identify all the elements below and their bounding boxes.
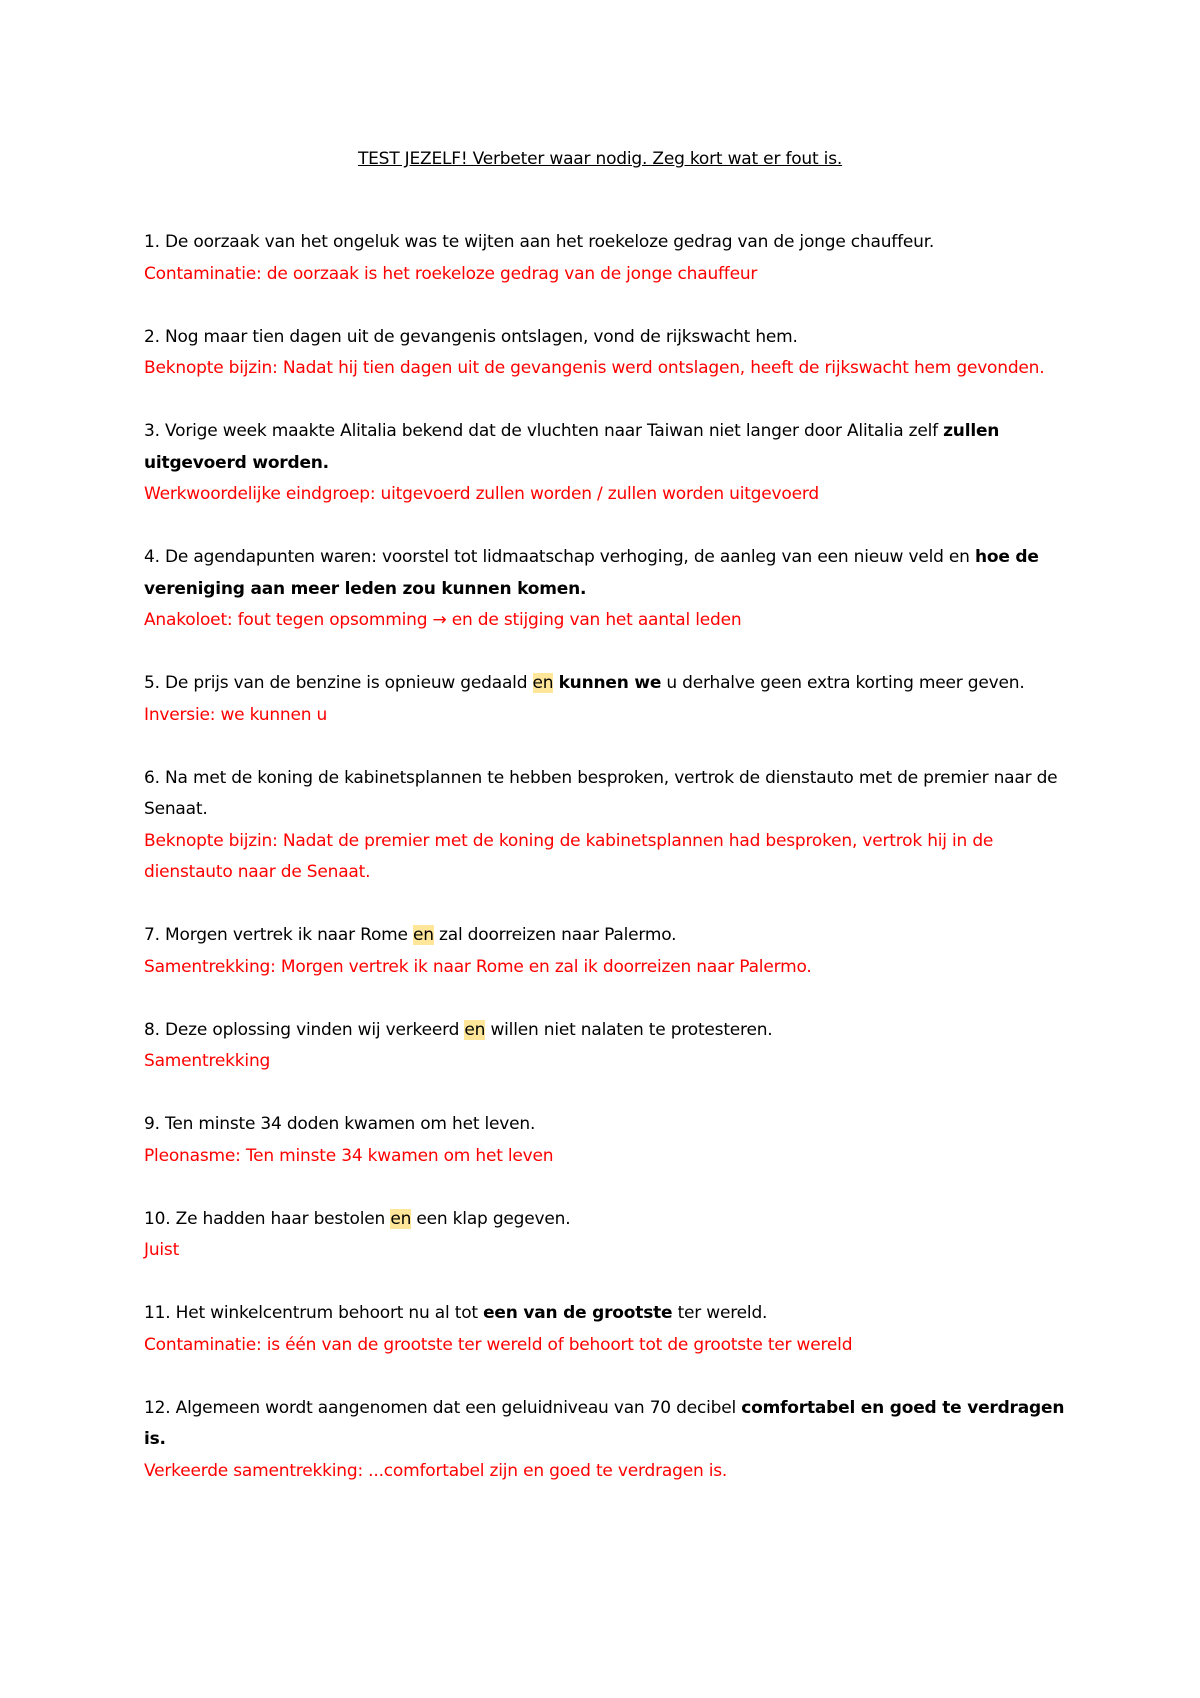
question-text: De oorzaak van het ongeluk was te wijten aan het roekeloze gedrag van de jonge chauffeur. xyxy=(159,232,935,252)
bold-fragment: comfortabel en goed te verdragen is. xyxy=(144,1397,1065,1449)
exercise-item xyxy=(144,1298,1084,1361)
exercise-question xyxy=(144,416,1084,479)
question-text: De agendapunten waren: voorstel tot lidmaatschap verhoging, de aanleg van een nieuw veld en xyxy=(159,547,975,567)
highlighted-word: en xyxy=(390,1208,412,1229)
exercise-item xyxy=(144,227,1084,290)
exercise-answer: Samentrekking xyxy=(144,1051,271,1071)
exercise-number: 8. xyxy=(144,1019,160,1040)
exercise-answer: Verkeerde samentrekking: ...comfortabel zijn en goed te verdragen is. xyxy=(144,1460,728,1481)
question-text: Het winkelcentrum behoort nu al tot xyxy=(170,1303,484,1323)
exercise-answer: Anakoloet: fout tegen opsomming → en de stijging van het aantal leden xyxy=(144,610,742,630)
exercise-answer: Juist xyxy=(144,1240,180,1260)
bold-fragment: een van de grootste xyxy=(483,1303,673,1323)
exercise-answer: Pleonasme: Ten minste 34 kwamen om het leven xyxy=(144,1145,554,1166)
question-text: u derhalve geen extra korting meer geven. xyxy=(661,673,1025,693)
highlighted-word: en xyxy=(464,1019,486,1040)
exercise-number: 7. xyxy=(144,925,160,945)
exercise-answer: Contaminatie: de oorzaak is het roekeloze gedrag van de jonge chauffeur xyxy=(144,263,758,284)
exercise-list xyxy=(144,227,1084,1519)
bold-fragment: hoe de vereniging aan meer leden zou kunnen komen. xyxy=(144,547,1039,599)
highlighted-word: en xyxy=(412,925,434,945)
exercise-number: 2. xyxy=(144,326,160,347)
exercise-item xyxy=(144,1109,1084,1172)
exercise-answer: Contaminatie: is één van de grootste ter wereld of behoort tot de grootste ter wereld xyxy=(144,1334,853,1355)
exercise-question xyxy=(144,1393,1084,1456)
question-text: ter wereld. xyxy=(672,1303,768,1323)
exercise-item xyxy=(144,1204,1084,1267)
exercise-question xyxy=(144,763,1084,826)
exercise-item xyxy=(144,1393,1084,1488)
exercise-number: 6. xyxy=(144,767,160,788)
exercise-number: 9. xyxy=(144,1114,160,1134)
exercise-number: 10. xyxy=(144,1208,171,1229)
question-text: Vorige week maakte Alitalia bekend dat de vluchten naar Taiwan niet langer door Alitalia zelf xyxy=(159,421,944,441)
exercise-question xyxy=(144,1109,1084,1141)
highlighted-word: en xyxy=(532,673,554,693)
exercise-answer: Inversie: we kunnen u xyxy=(144,704,328,725)
exercise-number: 12. xyxy=(144,1397,171,1418)
exercise-answer: Beknopte bijzin: Nadat de premier met de koning de kabinetsplannen had besproken, vertrok hij in de dienstauto naar de Senaat. xyxy=(144,830,994,882)
question-text: willen niet nalaten te protesteren. xyxy=(485,1019,773,1040)
exercise-question xyxy=(144,322,1084,354)
question-text: Morgen vertrek ik naar Rome xyxy=(159,925,413,945)
exercise-question xyxy=(144,542,1084,605)
exercise-number: 5. xyxy=(144,673,160,693)
exercise-question xyxy=(144,1015,1084,1047)
exercise-question xyxy=(144,920,1084,952)
question-text: een klap gegeven. xyxy=(411,1208,571,1229)
exercise-question xyxy=(144,227,1084,259)
exercise-item xyxy=(144,668,1084,731)
question-text: Ten minste 34 doden kwamen om het leven. xyxy=(159,1114,536,1134)
question-text: Deze oplossing vinden wij verkeerd xyxy=(159,1019,465,1040)
exercise-item xyxy=(144,920,1084,983)
exercise-number: 1. xyxy=(144,232,160,252)
question-text: Nog maar tien dagen uit de gevangenis ontslagen, vond de rijkswacht hem. xyxy=(159,326,798,347)
exercise-number: 11. xyxy=(144,1303,171,1323)
question-text: De prijs van de benzine is opnieuw gedaald xyxy=(159,673,533,693)
exercise-question xyxy=(144,668,1084,700)
exercise-answer: Samentrekking: Morgen vertrek ik naar Rome en zal ik doorreizen naar Palermo. xyxy=(144,956,812,977)
exercise-item xyxy=(144,1015,1084,1078)
page-title: TEST JEZELF! Verbeter waar nodig. Zeg kort wat er fout is. xyxy=(357,149,843,169)
bold-fragment: kunnen we xyxy=(558,673,662,693)
exercise-item xyxy=(144,763,1084,889)
exercise-question xyxy=(144,1298,1084,1330)
exercise-item xyxy=(144,416,1084,511)
exercise-item xyxy=(144,322,1084,385)
exercise-number: 4. xyxy=(144,547,160,567)
bold-fragment: zullen uitgevoerd worden. xyxy=(144,421,1000,473)
exercise-answer: Beknopte bijzin: Nadat hij tien dagen uit de gevangenis werd ontslagen, heeft de rijkswacht hem gevonden. xyxy=(144,358,1045,378)
exercise-question xyxy=(144,1204,1084,1236)
question-text: Na met de koning de kabinetsplannen te hebben besproken, vertrok de dienstauto met de premier naar de Senaat. xyxy=(144,767,1058,819)
exercise-number: 3. xyxy=(144,421,160,441)
question-text: Ze hadden haar bestolen xyxy=(170,1208,391,1229)
question-text: Algemeen wordt aangenomen dat een geluidniveau van 70 decibel xyxy=(170,1397,742,1418)
exercise-item xyxy=(144,542,1084,637)
exercise-answer: Werkwoordelijke eindgroep: uitgevoerd zullen worden / zullen worden uitgevoerd xyxy=(144,484,819,504)
question-text: zal doorreizen naar Palermo. xyxy=(433,925,677,945)
